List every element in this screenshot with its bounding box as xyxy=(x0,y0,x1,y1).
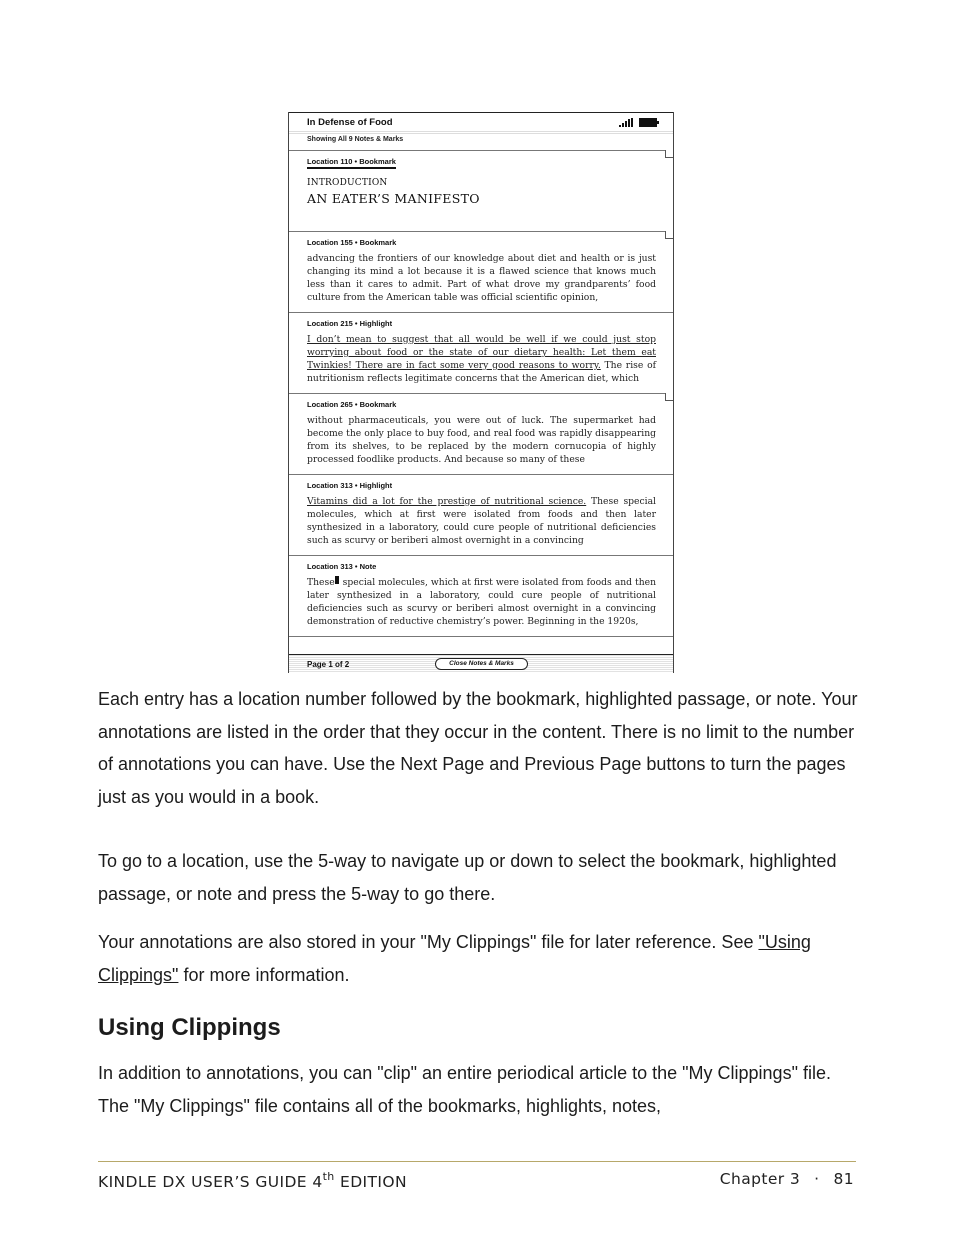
entry-location: Location 313 • Highlight xyxy=(307,481,393,490)
entry-excerpt xyxy=(307,333,656,385)
using-clippings-link[interactable]: "Using Clippings" xyxy=(98,932,811,985)
chapter-label: Chapter 3 xyxy=(719,1170,801,1188)
entry-location: Location 155 • Bookmark xyxy=(307,238,397,247)
annotation-entry[interactable] xyxy=(289,312,673,393)
signal-strength-icon xyxy=(619,118,633,127)
annotation-entry[interactable] xyxy=(289,555,673,636)
paragraph-clip-article: In addition to annotations, you can "clip" an entire periodical article to the "My Clippings" file. The "My Clippings" file contains all of the bookmarks, highlights, notes, xyxy=(98,1063,831,1116)
edition-superscript: th xyxy=(322,1170,335,1183)
title-band xyxy=(289,131,673,134)
entry-divider xyxy=(289,636,673,654)
kindle-title-bar xyxy=(289,112,673,132)
note-marker-icon xyxy=(335,576,339,584)
page-corner-icon xyxy=(665,150,673,158)
paragraph-text: for more information. xyxy=(178,964,350,985)
paragraph-text: Your annotations are also stored in your "My Clippings" file for later reference. See xyxy=(98,932,759,952)
page-corner-icon xyxy=(665,231,673,239)
excerpt-continuation: special molecules, which at first were isolated from foods and then later synthesized in a laboratory, could cure people of nutritional deficiencies such as scurvy or beriberi almost overnight in a convincing demonstration of reductive chemistry’s power. Beginning in the 1920s, xyxy=(307,577,656,627)
paragraph-go-to-location: To go to a location, use the 5-way to navigate up or down to select the bookmark, highlighted passage, or note and press the 5-way to go there. xyxy=(98,851,837,904)
paragraph-annotations-order: Each entry has a location number followed by the bookmark, highlighted passage, or note. Your annotations are listed in the order that they occur in the content. There is no limit to the number of annotations you can have. Use the Next Page and Previous Page buttons to turn the pages just as you would in a book. xyxy=(98,689,858,807)
page-indicator: Page 1 of 2 xyxy=(307,660,350,669)
paragraph-my-clippings xyxy=(98,926,858,991)
entry-excerpt xyxy=(307,576,656,628)
footer-rule xyxy=(98,1161,856,1162)
excerpt-start: These xyxy=(307,577,335,588)
entry-excerpt xyxy=(307,495,656,547)
annotation-entry[interactable] xyxy=(289,393,673,474)
annotation-entry[interactable] xyxy=(289,150,673,231)
battery-icon xyxy=(639,118,657,127)
highlighted-passage: I don’t mean to suggest that all would be well if we could just stop worrying about food or the state of our dietary health: Let them eat Twinkies! There are in fact some very good reasons to worry. xyxy=(307,334,656,371)
annotation-entry[interactable] xyxy=(289,474,673,555)
footer-guide-title xyxy=(98,1170,407,1191)
section-heading: Using Clippings xyxy=(98,1014,281,1041)
excerpt-continuation: The rise of nutritionism reflects legitimate concerns that the American diet, which xyxy=(307,360,656,384)
highlighted-passage: Vitamins did a lot for the prestige of nutritional science. xyxy=(307,496,587,507)
entry-excerpt: without pharmaceuticals, you were out of luck. The supermarket had become the only place to buy food, and real food was rapidly disappearing from its shelves, to be replaced by the modern cornucopia of highly processed foodlike products. And because so many of these xyxy=(307,415,656,465)
guide-title-text: EDITION xyxy=(334,1173,407,1191)
guide-title-text: KINDLE DX USER’S GUIDE 4 xyxy=(98,1173,323,1191)
entry-location: Location 215 • Highlight xyxy=(307,319,393,328)
entry-excerpt: advancing the frontiers of our knowledge about diet and health or is just changing its mind a lot because it is a flawed science that knows much less than it cares to admit. Part of what drove my grandparents’ food culture from the American table was official scientific opinion, xyxy=(307,253,656,303)
footer-page-info xyxy=(720,1170,854,1188)
kindle-screenshot xyxy=(288,112,674,673)
annotation-entry[interactable] xyxy=(289,231,673,312)
excerpt-continuation: These special molecules, which at first were isolated from foods and then later synthesized in a laboratory, could cure people of nutritional deficiencies such as scurvy or beriberi almost overnight in a convincing xyxy=(307,496,656,546)
entry-location: Location 265 • Bookmark xyxy=(307,400,397,409)
book-title: In Defense of Food xyxy=(307,117,393,128)
page-corner-icon xyxy=(665,393,673,401)
entry-location: Location 110 • Bookmark xyxy=(307,157,396,169)
close-notes-button[interactable]: Close Notes & Marks xyxy=(435,658,528,670)
chapter-title: AN EATER’S MANIFESTO xyxy=(307,191,480,206)
separator-dot: · xyxy=(814,1170,820,1188)
notes-count-label: Showing All 9 Notes & Marks xyxy=(307,136,404,143)
page-number: 81 xyxy=(833,1170,854,1188)
kindle-footer-bar xyxy=(289,654,673,673)
chapter-label: INTRODUCTION xyxy=(307,178,388,188)
entry-location: Location 313 • Note xyxy=(307,562,377,571)
